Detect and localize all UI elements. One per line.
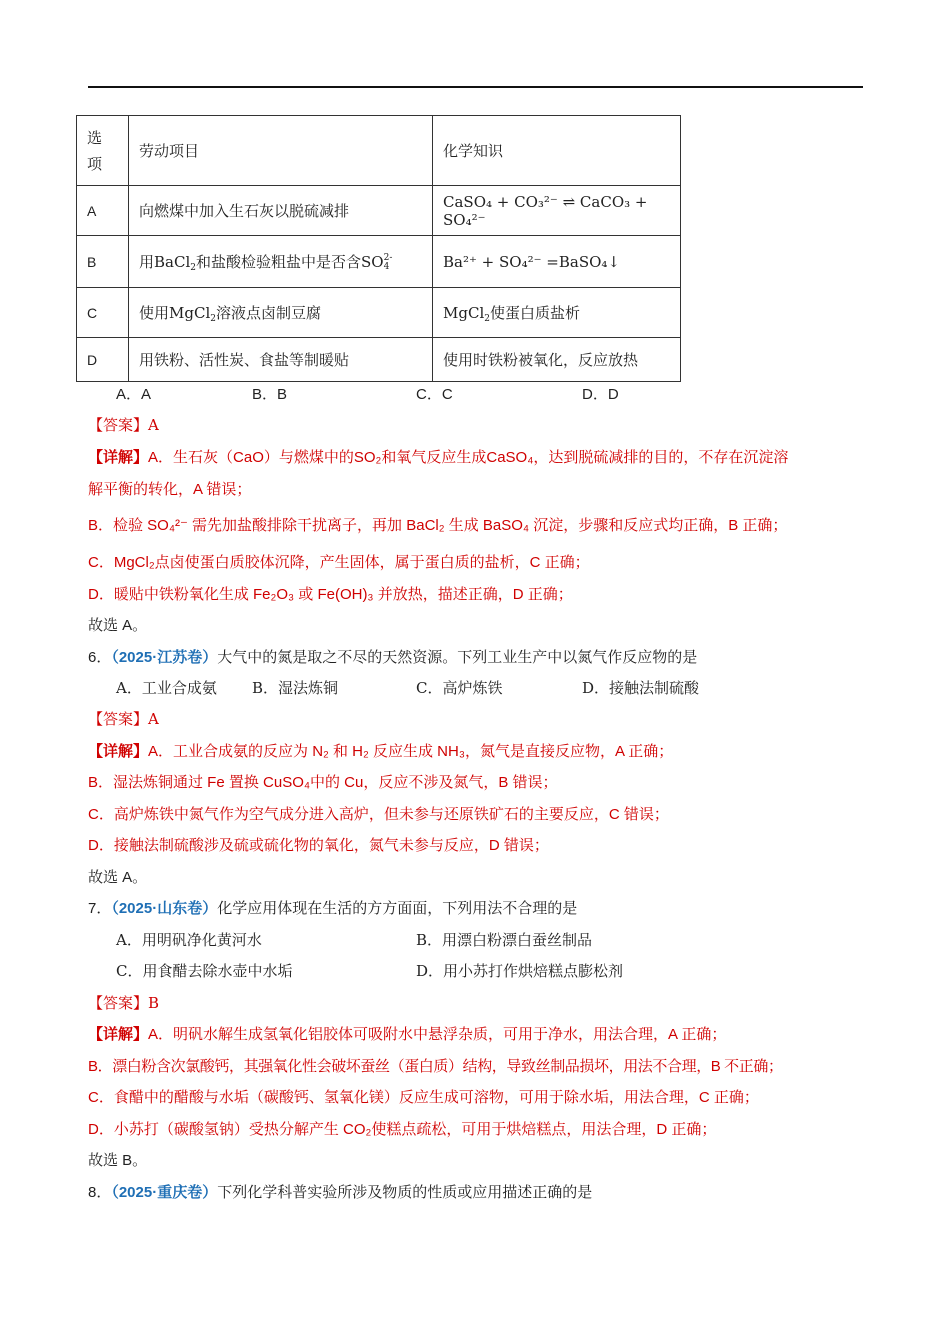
row-option: A <box>77 186 129 236</box>
table-row <box>77 186 681 236</box>
row-option: C <box>77 288 129 338</box>
detail-line: C．MgCl₂点卤使蛋白质胶体沉降，产生固体，属于蛋白质的盐析，C 正确； <box>88 554 590 571</box>
row-option: D <box>77 338 129 382</box>
row-labor: 用铁粉、活性炭、食盐等制暖贴 <box>129 338 433 382</box>
choice: D．接触法制硫酸 <box>582 679 700 697</box>
row-labor: 向燃煤中加入生石灰以脱硫减排 <box>129 186 433 236</box>
conclusion: 故选 A。 <box>88 869 148 886</box>
choice: D．D <box>582 386 619 403</box>
table-row <box>77 338 681 382</box>
detail-line: D．接触法制硫酸涉及硫或硫化物的氧化，氮气未参与反应，D 错误； <box>88 837 549 854</box>
header-labor: 劳动项目 <box>129 116 433 186</box>
detail-line: D．小苏打（碳酸氢钠）受热分解产生 CO₂使糕点疏松，可用于烘焙糕点，用法合理，D 正确； <box>88 1121 717 1138</box>
choice: B．湿法炼铜 <box>252 679 339 697</box>
choice: A．工业合成氨 <box>116 679 217 697</box>
detail-line: 【详解】A．明矾水解生成氢氧化铝胶体可吸附水中悬浮杂质，可用于净水，用法合理，A 正确； <box>88 1026 727 1043</box>
choice: A．用明矾净化黄河水 <box>116 931 262 949</box>
detail-line: B．检验 SO₄²⁻ 需先加盐酸排除干扰离子，再加 BaCl₂ 生成 BaSO₄ 沉淀，步骤和反应式均正确，B 正确； <box>88 517 788 534</box>
question-table <box>76 115 681 382</box>
detail-line: 【详解】A．工业合成氨的反应为 N₂ 和 H₂ 反应生成 NH₃，氮气是直接反应物，A 正确； <box>88 743 674 760</box>
conclusion: 故选 A。 <box>88 617 148 634</box>
detail-line: 解平衡的转化，A 错误； <box>88 481 252 498</box>
conclusion: 故选 B。 <box>88 1152 148 1169</box>
detail-line: B．漂白粉含次氯酸钙，其强氧化性会破坏蚕丝（蛋白质）结构，导致丝制品损坏，用法不合理，B 不正确； <box>88 1058 783 1075</box>
answer: 【答案】A <box>88 710 159 728</box>
detail-line: B．湿法炼铜通过 Fe 置换 CuSO₄中的 Cu，反应不涉及氮气，B 错误； <box>88 774 558 791</box>
answer: 【答案】B <box>88 994 160 1012</box>
choice: A．A <box>116 386 152 403</box>
detail-line: D．暖贴中铁粉氧化生成 Fe₂O₃ 或 Fe(OH)₃ 并放热，描述正确，D 正确； <box>88 586 573 603</box>
choice: C．用食醋去除水壶中水垢 <box>116 962 293 980</box>
question-stem: 7．（2025·山东卷）化学应用体现在生活的方方面面，下列用法不合理的是 <box>88 899 578 917</box>
header-knowledge: 化学知识 <box>433 116 681 186</box>
choice: C．高炉炼铁 <box>416 679 503 697</box>
table-row <box>77 236 681 288</box>
choice: B．用漂白粉漂白蚕丝制品 <box>416 931 593 949</box>
choice: D．用小苏打作烘焙糕点膨松剂 <box>416 962 624 980</box>
row-knowledge: CaSO₄ + CO₃²⁻ ⇌ CaCO₃ + SO₄²⁻ <box>433 186 681 236</box>
row-option: B <box>77 236 129 288</box>
row-knowledge: 使用时铁粉被氧化，反应放热 <box>433 338 681 382</box>
answer: 【答案】A <box>88 416 159 434</box>
row-labor: 使用MgCl$_2$溶液点卤制豆腐 <box>129 288 433 338</box>
header-option: 选项 <box>77 116 129 186</box>
choice: B．B <box>252 386 288 403</box>
header-rule <box>88 86 863 88</box>
row-labor: 用BaCl$_2$和盐酸检验粗盐中是否含SO 2- 4 <box>129 236 433 288</box>
question-stem: 8．（2025·重庆卷）下列化学科普实验所涉及物质的性质或应用描述正确的是 <box>88 1183 593 1201</box>
detail-line: C．高炉炼铁中氮气作为空气成分进入高炉，但未参与还原铁矿石的主要反应，C 错误； <box>88 806 669 823</box>
table-row <box>77 288 681 338</box>
detail-line: C．食醋中的醋酸与水垢（碳酸钙、氢氧化镁）反应生成可溶物，可用于除水垢，用法合理，C 正确； <box>88 1089 759 1106</box>
choice: C．C <box>416 386 453 403</box>
detail-line: 【详解】A．生石灰（CaO）与燃煤中的SO₂和氧气反应生成CaSO₄，达到脱硫减排的目的，不存在沉淀溶 <box>88 449 789 466</box>
row-knowledge: Ba²⁺ + SO₄²⁻ =BaSO₄↓ <box>433 236 681 288</box>
table-header-row <box>77 116 681 186</box>
row-knowledge: MgCl$_2$使蛋白质盐析 <box>433 288 681 338</box>
question-stem: 6．（2025·江苏卷）大气中的氮是取之不尽的天然资源。下列工业生产中以氮气作反应物的是 <box>88 648 698 666</box>
